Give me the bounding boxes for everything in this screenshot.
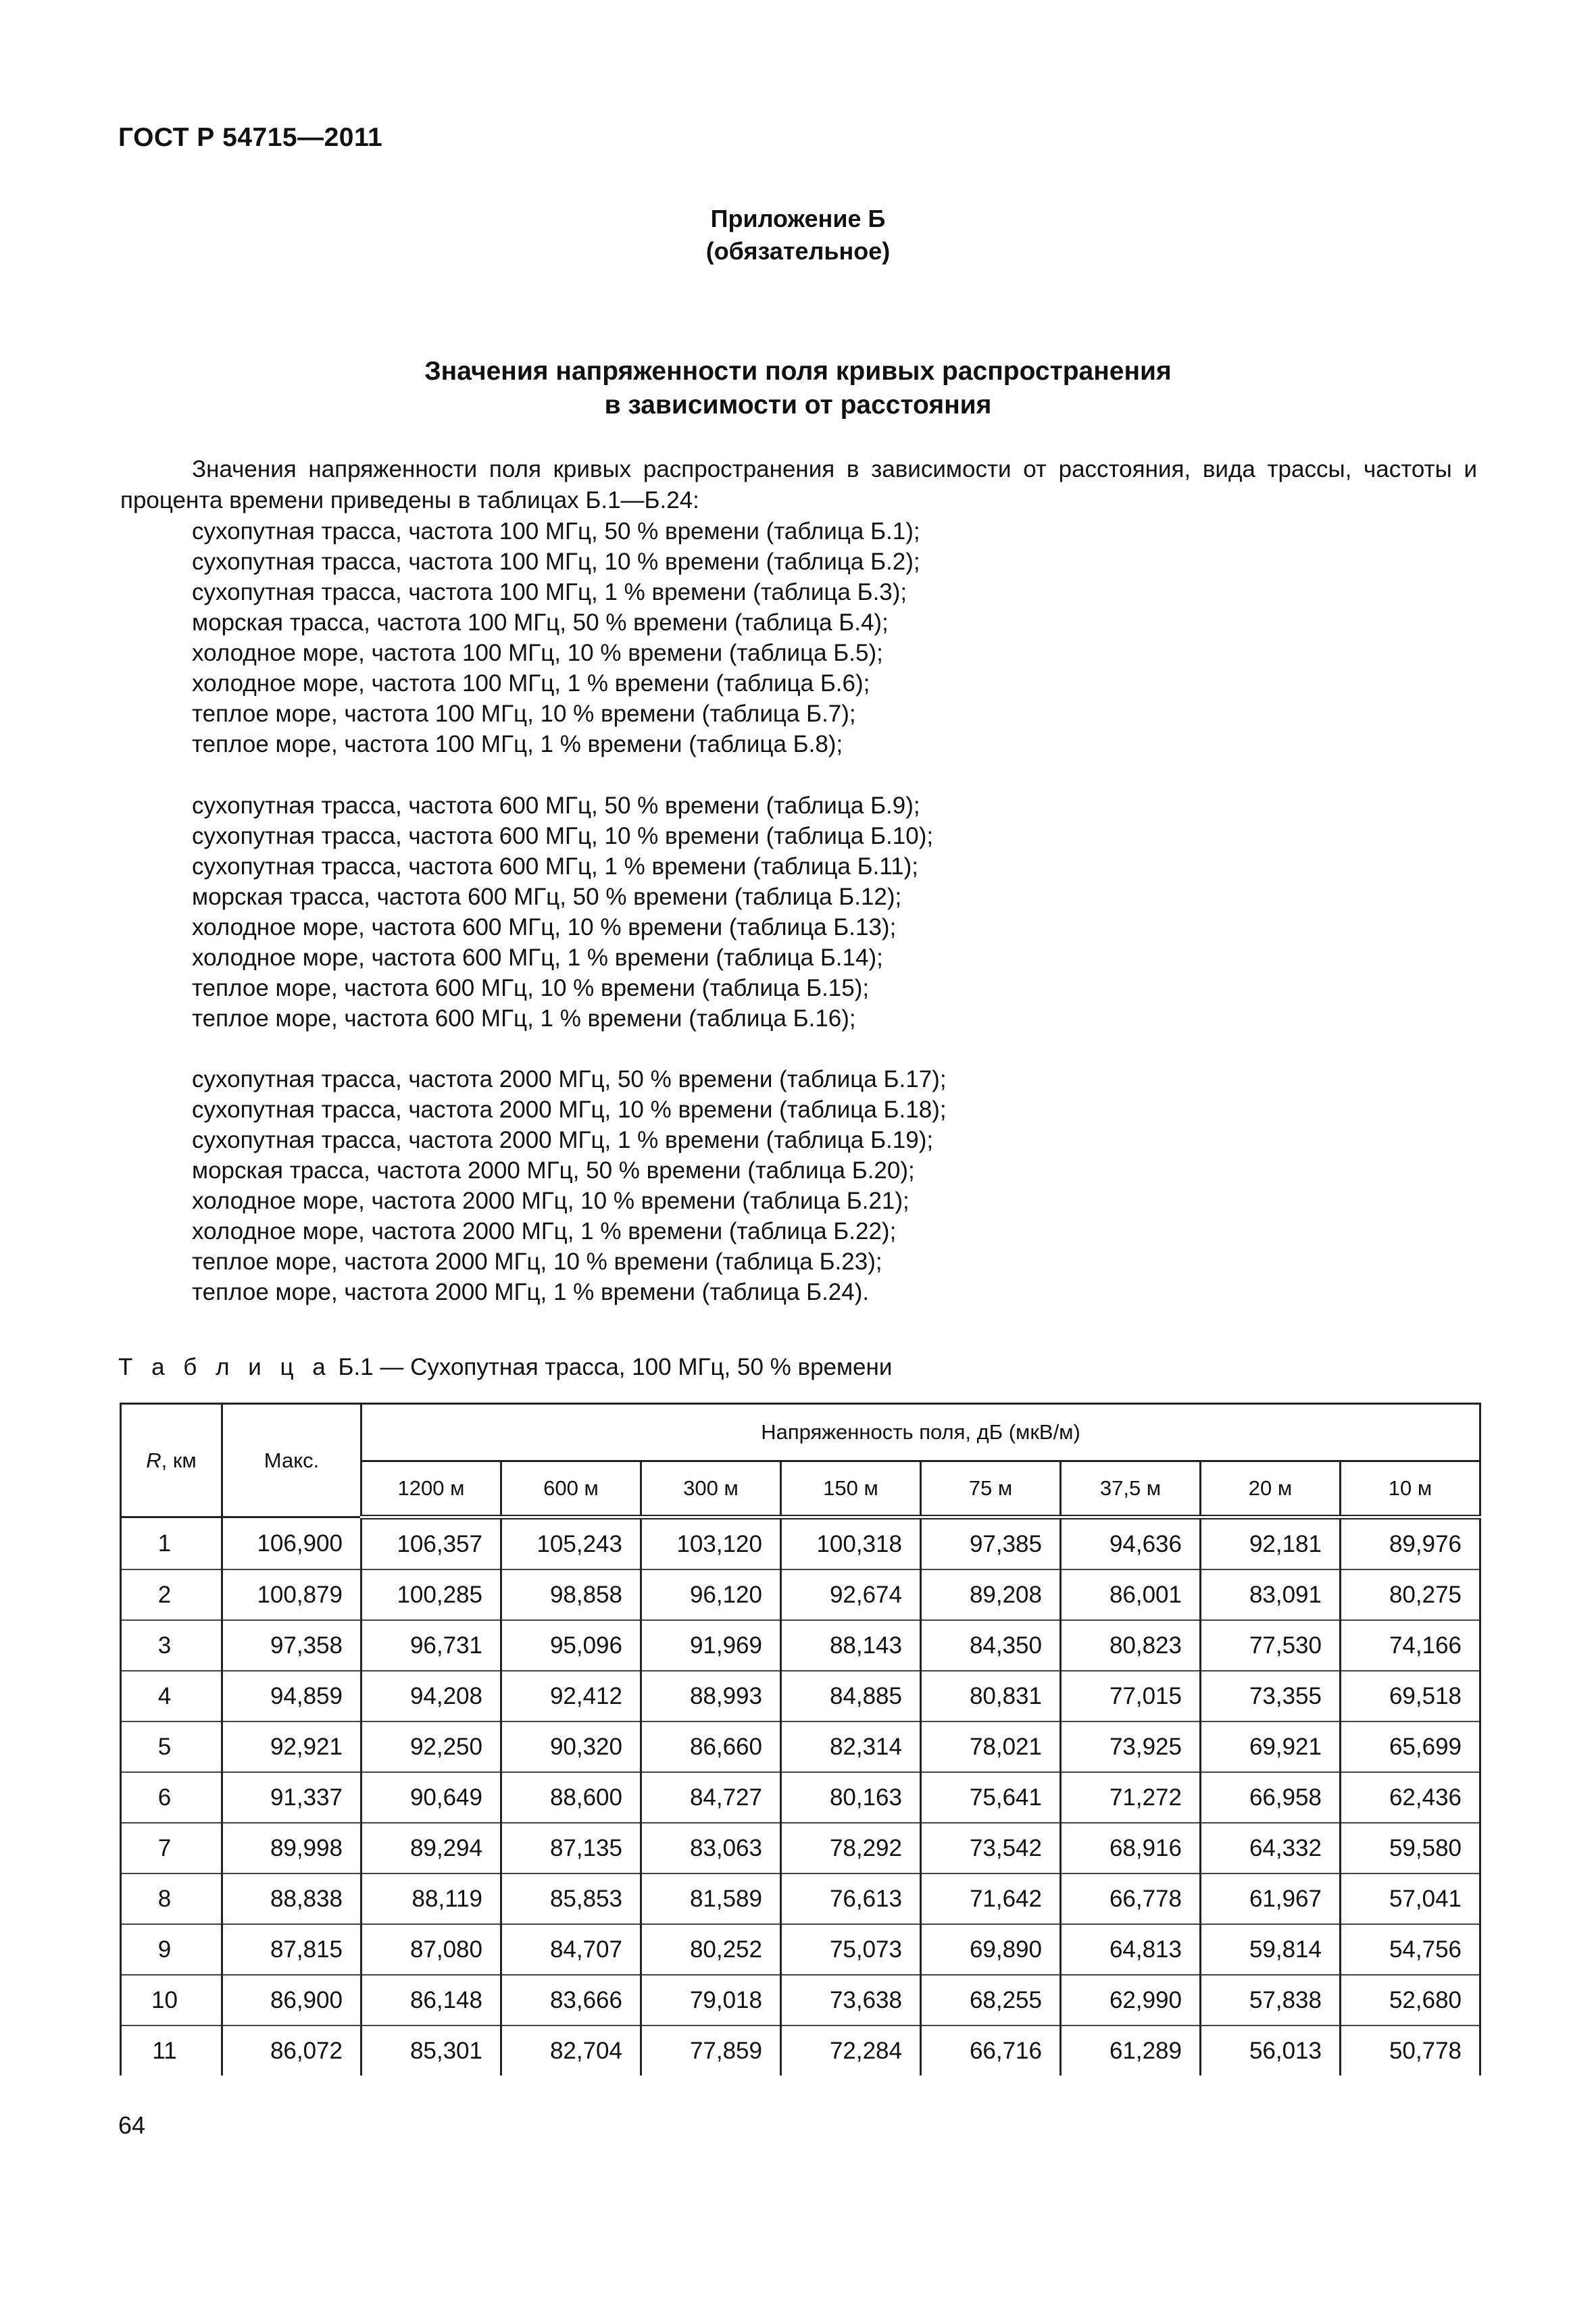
value-cell: 69,890 xyxy=(921,1924,1061,1975)
list-item: теплое море, частота 2000 МГц, 10 % времени (таблица Б.23); xyxy=(192,1249,882,1275)
table-caption-prefix: Т а б л и ц а xyxy=(118,1354,332,1380)
value-cell: 71,642 xyxy=(921,1873,1061,1924)
table-caption-text: Б.1 — Сухопутная трасса, 100 МГц, 50 % времени xyxy=(338,1354,893,1380)
value-cell: 90,320 xyxy=(501,1721,641,1772)
list-item: теплое море, частота 2000 МГц, 1 % времени (таблица Б.24). xyxy=(192,1279,870,1305)
value-cell: 77,859 xyxy=(641,2026,781,2076)
list-item: сухопутная трасса, частота 2000 МГц, 1 % времени (таблица Б.19); xyxy=(192,1127,934,1153)
value-cell: 84,885 xyxy=(781,1671,921,1721)
value-cell: 103,120 xyxy=(641,1517,781,1570)
value-cell: 76,613 xyxy=(781,1873,921,1924)
distance-unit: , км xyxy=(161,1448,197,1472)
value-cell: 80,252 xyxy=(641,1924,781,1975)
list-item: холодное море, частота 2000 МГц, 1 % времени (таблица Б.22); xyxy=(192,1218,897,1244)
list-item: холодное море, частота 600 МГц, 1 % времени (таблица Б.14); xyxy=(192,945,883,971)
value-cell: 66,778 xyxy=(1061,1873,1201,1924)
list-item: морская трасса, частота 100 МГц, 50 % времени (таблица Б.4); xyxy=(192,609,889,636)
value-cell: 96,120 xyxy=(641,1569,781,1620)
value-cell: 62,990 xyxy=(1061,1975,1201,2026)
value-cell: 77,530 xyxy=(1201,1620,1341,1671)
value-cell: 50,778 xyxy=(1341,2026,1480,2076)
column-header-max: Макс. xyxy=(222,1404,361,1517)
value-cell: 78,021 xyxy=(921,1721,1061,1772)
value-cell: 92,250 xyxy=(361,1721,501,1772)
column-header-height: 1200 м xyxy=(361,1461,501,1517)
value-cell: 75,641 xyxy=(921,1772,1061,1823)
value-cell: 68,916 xyxy=(1061,1823,1201,1873)
value-cell: 97,358 xyxy=(222,1620,361,1671)
section-title-line1: Значения напряженности поля кривых распространения xyxy=(424,357,1172,386)
value-cell: 106,357 xyxy=(361,1517,501,1570)
value-cell: 92,412 xyxy=(501,1671,641,1721)
list-item: теплое море, частота 100 МГц, 1 % времени (таблица Б.8); xyxy=(192,731,843,757)
value-cell: 88,600 xyxy=(501,1772,641,1823)
value-cell: 80,275 xyxy=(1341,1569,1480,1620)
value-cell: 62,436 xyxy=(1341,1772,1480,1823)
value-cell: 89,976 xyxy=(1341,1517,1480,1570)
value-cell: 61,967 xyxy=(1201,1873,1341,1924)
value-cell: 64,813 xyxy=(1061,1924,1201,1975)
list-item: сухопутная трасса, частота 2000 МГц, 10 % времени (таблица Б.18); xyxy=(192,1097,947,1123)
value-cell: 98,858 xyxy=(501,1569,641,1620)
column-header-distance xyxy=(121,1404,222,1517)
distance-variable: R xyxy=(146,1448,161,1472)
value-cell: 74,166 xyxy=(1341,1620,1480,1671)
table-row xyxy=(121,1620,1480,1671)
value-cell: 61,289 xyxy=(1061,2026,1201,2076)
value-cell: 59,580 xyxy=(1341,1823,1480,1873)
value-cell: 106,900 xyxy=(222,1517,361,1570)
list-group-100mhz xyxy=(192,516,920,759)
value-cell: 83,091 xyxy=(1201,1569,1341,1620)
table-row xyxy=(121,1823,1480,1873)
distance-cell: 4 xyxy=(121,1671,222,1721)
column-header-height: 10 м xyxy=(1341,1461,1480,1517)
value-cell: 94,636 xyxy=(1061,1517,1201,1570)
value-cell: 92,181 xyxy=(1201,1517,1341,1570)
value-cell: 88,993 xyxy=(641,1671,781,1721)
value-cell: 88,143 xyxy=(781,1620,921,1671)
table-row xyxy=(121,1569,1480,1620)
value-cell: 73,638 xyxy=(781,1975,921,2026)
value-cell: 92,921 xyxy=(222,1721,361,1772)
distance-cell: 2 xyxy=(121,1569,222,1620)
value-cell: 65,699 xyxy=(1341,1721,1480,1772)
value-cell: 100,879 xyxy=(222,1569,361,1620)
value-cell: 87,080 xyxy=(361,1924,501,1975)
distance-cell: 6 xyxy=(121,1772,222,1823)
table-row xyxy=(121,1671,1480,1721)
value-cell: 97,385 xyxy=(921,1517,1061,1570)
value-cell: 91,337 xyxy=(222,1772,361,1823)
list-item: сухопутная трасса, частота 600 МГц, 10 % времени (таблица Б.10); xyxy=(192,823,934,849)
distance-cell: 7 xyxy=(121,1823,222,1873)
section-title xyxy=(0,355,1596,422)
distance-cell: 9 xyxy=(121,1924,222,1975)
column-header-height: 75 м xyxy=(921,1461,1061,1517)
table-row xyxy=(121,1772,1480,1823)
list-item: морская трасса, частота 600 МГц, 50 % времени (таблица Б.12); xyxy=(192,884,902,910)
column-group-header: Напряженность поля, дБ (мкВ/м) xyxy=(361,1404,1480,1461)
table-row xyxy=(121,1873,1480,1924)
value-cell: 86,900 xyxy=(222,1975,361,2026)
value-cell: 71,272 xyxy=(1061,1772,1201,1823)
value-cell: 105,243 xyxy=(501,1517,641,1570)
value-cell: 80,831 xyxy=(921,1671,1061,1721)
value-cell: 64,332 xyxy=(1201,1823,1341,1873)
value-cell: 83,666 xyxy=(501,1975,641,2026)
value-cell: 69,921 xyxy=(1201,1721,1341,1772)
value-cell: 77,015 xyxy=(1061,1671,1201,1721)
page-number: 64 xyxy=(118,2111,146,2139)
value-cell: 100,285 xyxy=(361,1569,501,1620)
table-row xyxy=(121,1517,1480,1570)
value-cell: 86,660 xyxy=(641,1721,781,1772)
intro-paragraph: Значения напряженности поля кривых распространения в зависимости от расстояния, вида трассы, частоты и процента времени приведены в таблицах Б.1—Б.24: xyxy=(120,456,1477,513)
column-header-height: 300 м xyxy=(641,1461,781,1517)
distance-cell: 10 xyxy=(121,1975,222,2026)
value-cell: 86,072 xyxy=(222,2026,361,2076)
value-cell: 54,756 xyxy=(1341,1924,1480,1975)
value-cell: 72,284 xyxy=(781,2026,921,2076)
appendix-status: (обязательное) xyxy=(705,237,891,265)
appendix-heading xyxy=(0,203,1596,268)
list-group-600mhz xyxy=(192,790,933,1034)
column-header-height: 600 м xyxy=(501,1461,641,1517)
value-cell: 90,649 xyxy=(361,1772,501,1823)
list-item: сухопутная трасса, частота 100 МГц, 10 % времени (таблица Б.2); xyxy=(192,549,920,575)
value-cell: 82,314 xyxy=(781,1721,921,1772)
value-cell: 59,814 xyxy=(1201,1924,1341,1975)
list-item: холодное море, частота 2000 МГц, 10 % времени (таблица Б.21); xyxy=(192,1188,909,1214)
value-cell: 57,838 xyxy=(1201,1975,1341,2026)
list-item: холодное море, частота 100 МГц, 10 % времени (таблица Б.5); xyxy=(192,640,883,666)
value-cell: 73,355 xyxy=(1201,1671,1341,1721)
value-cell: 87,135 xyxy=(501,1823,641,1873)
value-cell: 81,589 xyxy=(641,1873,781,1924)
value-cell: 84,707 xyxy=(501,1924,641,1975)
value-cell: 89,208 xyxy=(921,1569,1061,1620)
value-cell: 94,859 xyxy=(222,1671,361,1721)
value-cell: 78,292 xyxy=(781,1823,921,1873)
distance-cell: 5 xyxy=(121,1721,222,1772)
distance-cell: 11 xyxy=(121,2026,222,2076)
value-cell: 56,013 xyxy=(1201,2026,1341,2076)
table-row xyxy=(121,1721,1480,1772)
value-cell: 57,041 xyxy=(1341,1873,1480,1924)
distance-cell: 8 xyxy=(121,1873,222,1924)
value-cell: 68,255 xyxy=(921,1975,1061,2026)
column-header-height: 37,5 м xyxy=(1061,1461,1201,1517)
value-cell: 87,815 xyxy=(222,1924,361,1975)
list-item: теплое море, частота 600 МГц, 1 % времени (таблица Б.16); xyxy=(192,1005,856,1032)
value-cell: 75,073 xyxy=(781,1924,921,1975)
value-cell: 91,969 xyxy=(641,1620,781,1671)
distance-cell: 3 xyxy=(121,1620,222,1671)
list-item: сухопутная трасса, частота 100 МГц, 50 % времени (таблица Б.1); xyxy=(192,518,920,545)
value-cell: 80,163 xyxy=(781,1772,921,1823)
table-row xyxy=(121,1975,1480,2026)
value-cell: 95,096 xyxy=(501,1620,641,1671)
value-cell: 96,731 xyxy=(361,1620,501,1671)
table-caption xyxy=(118,1354,892,1381)
value-cell: 85,301 xyxy=(361,2026,501,2076)
table-row xyxy=(121,1924,1480,1975)
value-cell: 69,518 xyxy=(1341,1671,1480,1721)
value-cell: 66,716 xyxy=(921,2026,1061,2076)
list-item: сухопутная трасса, частота 600 МГц, 1 % времени (таблица Б.11); xyxy=(192,853,919,880)
document-header: ГОСТ Р 54715—2011 xyxy=(118,123,383,152)
value-cell: 85,853 xyxy=(501,1873,641,1924)
distance-cell: 1 xyxy=(121,1517,222,1570)
value-cell: 80,823 xyxy=(1061,1620,1201,1671)
column-header-height: 150 м xyxy=(781,1461,921,1517)
value-cell: 88,119 xyxy=(361,1873,501,1924)
value-cell: 94,208 xyxy=(361,1671,501,1721)
list-group-2000mhz xyxy=(192,1064,947,1307)
column-header-height: 20 м xyxy=(1201,1461,1341,1517)
value-cell: 84,350 xyxy=(921,1620,1061,1671)
table-row xyxy=(121,2026,1480,2076)
list-item: холодное море, частота 100 МГц, 1 % времени (таблица Б.6); xyxy=(192,670,870,697)
list-item: сухопутная трасса, частота 600 МГц, 50 % времени (таблица Б.9); xyxy=(192,793,920,819)
value-cell: 89,294 xyxy=(361,1823,501,1873)
field-strength-table xyxy=(120,1403,1481,2076)
list-item: сухопутная трасса, частота 2000 МГц, 50 % времени (таблица Б.17); xyxy=(192,1066,947,1092)
value-cell: 86,148 xyxy=(361,1975,501,2026)
value-cell: 66,958 xyxy=(1201,1772,1341,1823)
value-cell: 100,318 xyxy=(781,1517,921,1570)
value-cell: 83,063 xyxy=(641,1823,781,1873)
value-cell: 82,704 xyxy=(501,2026,641,2076)
list-item: сухопутная трасса, частота 100 МГц, 1 % времени (таблица Б.3); xyxy=(192,579,907,605)
value-cell: 89,998 xyxy=(222,1823,361,1873)
appendix-label: Приложение Б xyxy=(710,205,886,232)
section-title-line2: в зависимости от расстояния xyxy=(604,391,992,420)
list-item: теплое море, частота 100 МГц, 10 % времени (таблица Б.7); xyxy=(192,701,856,727)
list-item: теплое море, частота 600 МГц, 10 % времени (таблица Б.15); xyxy=(192,975,870,1001)
value-cell: 73,542 xyxy=(921,1823,1061,1873)
value-cell: 84,727 xyxy=(641,1772,781,1823)
list-item: холодное море, частота 600 МГц, 10 % времени (таблица Б.13); xyxy=(192,914,897,940)
value-cell: 92,674 xyxy=(781,1569,921,1620)
value-cell: 88,838 xyxy=(222,1873,361,1924)
value-cell: 79,018 xyxy=(641,1975,781,2026)
value-cell: 73,925 xyxy=(1061,1721,1201,1772)
list-item: морская трасса, частота 2000 МГц, 50 % времени (таблица Б.20); xyxy=(192,1157,915,1184)
value-cell: 86,001 xyxy=(1061,1569,1201,1620)
value-cell: 52,680 xyxy=(1341,1975,1480,2026)
